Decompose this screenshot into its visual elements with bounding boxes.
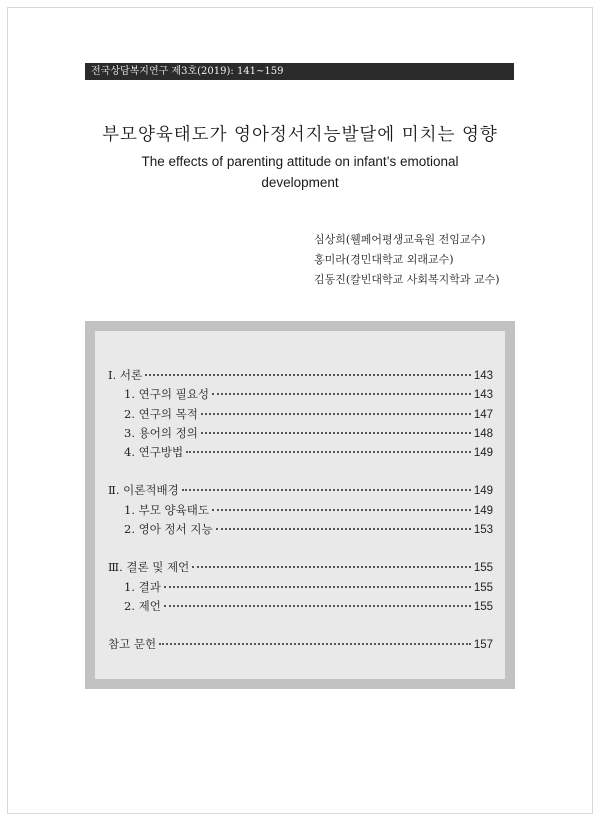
toc-leader [145,374,471,376]
toc-entry-suggestions[interactable] [95,598,505,616]
toc-entry-references[interactable] [95,636,505,654]
author-2: 홍미라(경민대학교 외래교수) [314,253,454,266]
toc-leader [159,643,471,645]
toc-label: Ⅱ. 이론적배경 [108,483,179,497]
toc-page-number: 155 [473,601,493,613]
toc-page-number: 157 [473,639,493,651]
table-of-contents [95,331,505,679]
toc-label: 1. 부모 양육태도 [124,503,209,517]
toc-page-number: 148 [473,428,493,440]
toc-label: Ⅲ. 결론 및 제언 [108,560,190,574]
toc-label: 2. 영아 정서 지능 [124,522,213,536]
toc-leader [182,489,471,491]
toc-leader [216,528,471,530]
english-title-line-1: The effects of parenting attitude on infant’s emotional [141,154,459,169]
toc-entry-emotional-intelligence[interactable] [95,521,505,539]
toc-entry-parenting[interactable] [95,502,505,520]
toc-label: 4. 연구방법 [124,445,184,459]
toc-page-number: 143 [473,389,493,401]
toc-entry-theory[interactable] [95,482,505,500]
journal-header-bar: 전국상담복지연구 제3호(2019): 141~159 [85,63,514,80]
toc-entry-introduction[interactable] [95,367,505,385]
toc-entry-need[interactable] [95,386,505,404]
author-1: 심상희(웰페어평생교육원 전임교수) [314,233,486,246]
toc-label: 1. 연구의 필요성 [124,387,209,401]
english-title-line-2: development [261,175,339,190]
toc-leader [212,393,471,395]
korean-title: 부모양육태도가 영아정서지능발달에 미치는 영향 [102,125,498,145]
toc-page-number: 147 [473,409,493,421]
toc-leader [164,586,471,588]
toc-leader [192,566,471,568]
toc-label: 참고 문헌 [108,637,157,651]
toc-label: 3. 용어의 정의 [124,426,198,440]
toc-entry-purpose[interactable] [95,406,505,424]
toc-page-number: 155 [473,562,493,574]
toc-leader [164,605,471,607]
toc-label: 2. 연구의 목적 [124,407,198,421]
toc-page-number: 149 [473,447,493,459]
toc-entry-conclusion[interactable] [95,559,505,577]
toc-label: 2. 제언 [124,599,161,613]
toc-entry-definitions[interactable] [95,425,505,443]
author-list [300,230,515,290]
author-3: 김동진(칼빈대학교 사회복지학과 교수) [314,273,500,286]
toc-page-number: 155 [473,582,493,594]
toc-page-number: 153 [473,524,493,536]
toc-entry-results[interactable] [95,579,505,597]
toc-label: Ⅰ. 서론 [108,368,143,382]
toc-leader [186,451,471,453]
toc-leader [201,413,471,415]
table-of-contents-box [85,321,515,689]
toc-entry-method[interactable] [95,444,505,462]
toc-leader [201,432,471,434]
english-title [120,151,480,193]
toc-page-number: 149 [473,505,493,517]
toc-leader [212,509,471,511]
toc-page-number: 149 [473,485,493,497]
toc-label: 1. 결과 [124,580,161,594]
toc-page-number: 143 [473,370,493,382]
